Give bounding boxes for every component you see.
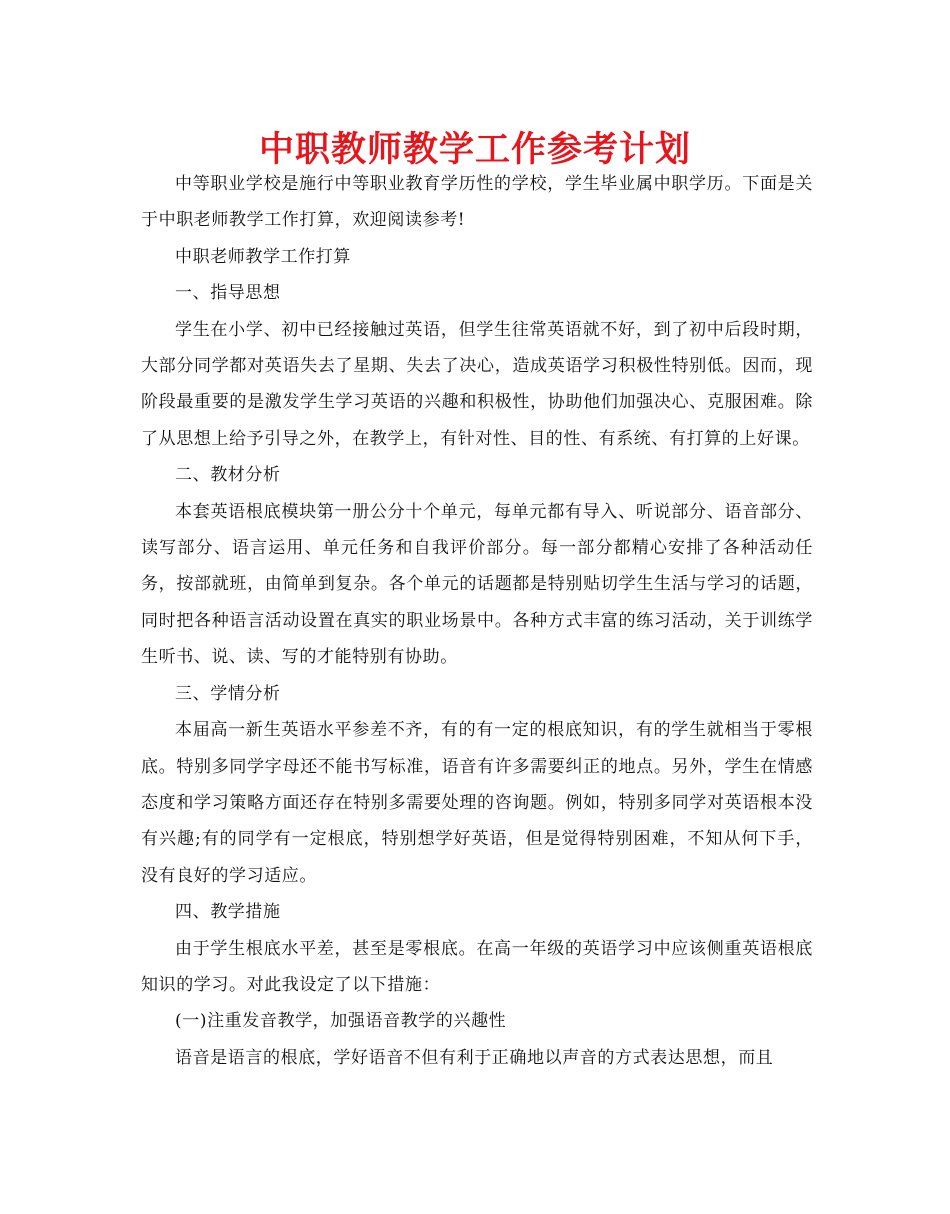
section-heading-textbook-analysis: 二、教材分析 — [175, 465, 281, 486]
guiding-thought-paragraph: 学生在小学、初中已经接触过英语，但学生往常英语就不好，到了初中后段时期，大部分同学都对英语失去了星期、失去了决心，造成英语学习积极性特别低。因而，现阶段最重要的是激发学生学习英语的兴趣和积极性，协助他们加强决心、克服困难。除了从思想上给予引导之外，在教学上，有针对性、目的性、有系统、有打算的上好课。 — [141, 319, 813, 449]
student-analysis-paragraph: 本届高一新生英语水平参差不齐，有的有一定的根底知识，有的学生就相当于零根底。特别多同学字母还不能书写标准，语音有许多需要纠正的地点。另外，学生在情感态度和学习策略方面还存在特别多需要处理的咨询题。例如，特别多同学对英语根本没有兴趣;有的同学有一定根底，特别想学好英语，但是觉得特别困难，不知从何下手，没有良好的学习适应。 — [141, 720, 813, 886]
textbook-analysis-paragraph: 本套英语根底模块第一册公分十个单元，每单元都有导入、听说部分、语音部分、读写部分、语言运用、单元任务和自我评价部分。每一部分都精心安排了各种活动任务，按部就班，由简单到复杂。各个单元的话题都是特别贴切学生生活与学习的话题，同时把各种语言活动设置在真实的职业场景中。各种方式丰富的练习活动，关于训练学生听书、说、读、写的才能特别有协助。 — [141, 501, 813, 668]
section-heading-teaching-measures: 四、教学措施 — [175, 902, 281, 923]
pronunciation-paragraph: 语音是语言的根底，学好语音不但有利于正确地以声音的方式表达思想，而且 — [175, 1047, 774, 1068]
subsection-heading-pronunciation: (一)注重发音教学，加强语音教学的兴趣性 — [175, 1011, 507, 1032]
document-title: 中职教师教学工作参考计划 — [258, 129, 691, 170]
intro-paragraph: 中等职业学校是施行中等职业教育学历性的学校，学生毕业属中职学历。下面是关于中职老师教学工作打算，欢迎阅读参考! — [141, 174, 813, 231]
section-heading-plan: 中职老师教学工作打算 — [175, 246, 351, 267]
teaching-measures-paragraph: 由于学生根底水平差，甚至是零根底。在高一年级的英语学习中应该侧重英语根底知识的学习。对此我设定了以下措施： — [141, 938, 813, 995]
document-body — [141, 166, 813, 1076]
section-heading-guiding-thought: 一、指导思想 — [175, 283, 281, 304]
section-heading-student-analysis: 三、学情分析 — [175, 683, 281, 704]
